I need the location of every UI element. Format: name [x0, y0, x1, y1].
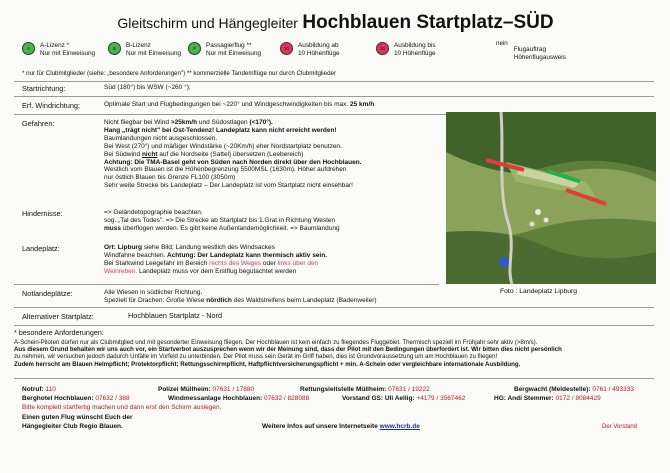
bergwacht: Bergwacht (Meldestelle): 0761 / 493333 [514, 386, 634, 393]
notland-label: Notlandeplätze: [22, 289, 73, 298]
besondere-heading: * besondere Anforderungen: [14, 328, 104, 337]
besondere-text: A-Schein-Piloten dürfen nur als Clubmitglied und mit gesonderter Einweisung fliegen. Der Hochblauen ist kein einfach zu fliegendes Fluggebiet. Thermisch speziell im Frühjahr sehr aktiv (>8m/s). Aus diesem Grund behalten wir uns auch vor, ein Startverbot auszusprechen wenn wir der Meinung sind, dass der Pilot mit den Bedingungen überfordert ist. Wir bitten dies nicht persönlich zu nehmen, wir versuchen jedoch dadurch Unfälle im Vorfeld zu unterbinden. Der Pilot muss sein Gerät im Griff haben, dies ist Grundvoraussetzung um am Hochblauen zu fliegen! Zudem herrscht am Blauen Helmpflicht; Protektorpflicht; Rettungsschirmpflicht, Haftpflichtversicherungspflicht + min. A-Schein oder vergleichbare internationale Ausbildung. [14, 339, 562, 368]
divider [14, 81, 654, 82]
website-info: Weitere Infos auf unsere Internetseite www.hcrb.de [262, 423, 420, 430]
b-license-icon: B [108, 42, 121, 55]
vorstand: Vorstand GS: Uli Aellig: +4179 / 3567462 [342, 395, 466, 402]
legend-item-b-lizenz: B B-Lizenz Nur mit Einweisung [108, 42, 181, 57]
notland-value: Alle Wiesen in südlicher Richtung. Speziell für Drachen: Große Wiese nördlich des Waldstreifens beim Landeplatz (Badenweiler) [104, 289, 377, 304]
legend-item-flugauftrag: nein Flugauftrag Höhenflugausweis [496, 40, 566, 61]
greeting-line-1: Einen guten Flug wünscht Euch der [22, 414, 133, 421]
startrichtung-label: Startrichtung: [22, 84, 66, 93]
landing-site-photo [446, 112, 656, 284]
divider [14, 284, 439, 285]
windmessanlage: Windmessanlage Hochblauen: 07632 / 828088 [168, 395, 310, 402]
greeting-line-2: Hängegleiter Club Regio Blauen. [22, 423, 123, 430]
landeplatz-label: Landeplatz: [22, 244, 60, 253]
training-to-icon: 10 [376, 42, 389, 55]
landscape-image [446, 112, 656, 284]
document-page [8, 4, 663, 469]
title-main: Hochblauen Startplatz–SÜD [302, 12, 554, 33]
startrichtung-value: Süd (180°) bis WSW (~260 °); [104, 84, 191, 91]
a-license-icon: A [22, 42, 35, 55]
gefahren-label: Gefahren: [22, 119, 55, 128]
divider [14, 96, 654, 97]
page-title [8, 12, 663, 34]
divider [14, 325, 654, 326]
rettungsleitstelle: Rettungsleitstelle Müllheim: 07631 / 19222 [300, 386, 430, 393]
signature: Der Vorstand [602, 424, 638, 430]
hindernisse-label: Hindernisse: [22, 209, 63, 218]
passenger-icon: P [188, 42, 201, 55]
wind-label: Erf. Windrichtung: [22, 101, 80, 110]
gefahren-value: Nicht fliegbar bei Wind >25km/h und Südostlagen (<170°). Hang „trägt nicht" bei Ost-Tendenz! Landeplatz kann nicht erreicht werden! Baumlandungen nicht ausgeschlossen. Bei West (270°) und mäßiger Windstärke (~20Km/h) eher Nordstartplatz benutzen. Bei Südwind nicht auf die Nordseite (Sattel) übersetzen (Leebereich) Achtung: Die TMA-Basel geht von Süden nach Norden direkt über den Hochblauen. Westlich vom Blauen ist die Höhenbegrenzung 5500MSL (1630m). Höher aufdrehen nur östlich Blauen bis Grenze FL100 (3050m) Sehr weite Strecke bis Landeplatz – Der Landeplatz ist vom Startplatz nicht einsehbar! [104, 119, 362, 190]
legend-note: * nur für Clubmitglieder (siehe: „besondere Anforderungen") ** kommerzielle Tandemflüge nur durch Clubmitglieder [22, 70, 337, 77]
nein-label: nein [496, 40, 508, 47]
legend-item-ausbildung-bis: 10 Ausbildung bis 10 Höhenflüge [376, 42, 436, 57]
divider [14, 378, 654, 379]
startfertig-warning: Bitte komplett startfertig machen und dann erst den Schirm auslegen. [22, 404, 222, 411]
title-prefix: Gleitschirm und Hängegleiter [117, 15, 298, 31]
photo-caption: Foto : Landeplatz Lipburg [500, 288, 578, 295]
website-link[interactable]: www.hcrb.de [379, 423, 420, 430]
legend-item-a-lizenz: A A-Lizenz * Nur mit Einweisung [22, 42, 95, 57]
alternativ-value: Hochblauen Startplatz - Nord [128, 311, 223, 320]
polizei: Polizei Müllheim: 07631 / 17880 [158, 386, 255, 393]
training-from-icon: 10 [280, 42, 293, 55]
wind-value: Optimale Start und Flugbedingungen bei ~220° und Windgeschwindigkeiten bis max. 25 km/h [104, 101, 375, 108]
landeplatz-value: Ort: Lipburg siehe Bild; Landung westlich des Windsackes Windfahne beachten. Achtung: Der Landeplatz kann thermisch aktiv sein. Bei Starkwind Leegefahr im Bereich rechts des Weges oder links über den Weinreben. Landeplatz muss vor dem Erstflug begutachtet werden [104, 244, 328, 275]
legend-item-passagierflug: P Passagierflug ** Nur mit Einweisung [188, 42, 261, 57]
berghotel: Berghotel Hochblauen: 07632 / 388 [22, 395, 130, 402]
notruf: Notruf: 110 [22, 386, 56, 393]
alternativ-label: Alternativer Startplatz: [22, 312, 94, 321]
divider [14, 307, 654, 308]
hindernisse-value: => Geländetopographie beachten. sog. „Tal des Todes". => Die Strecke ab Startplatz bis 1.Grat in Richtung Westen muss überflogen werden. Es gibt keine Außenlandemöglichkeit. => Baumlandung [104, 209, 340, 232]
hg-contact: HG: Andi Stemmer: 0172 / 8084429 [494, 395, 601, 402]
legend-item-ausbildung-ab: 10 Ausbildung ab 10 Höhenflüge [280, 42, 340, 57]
legend [8, 42, 663, 70]
